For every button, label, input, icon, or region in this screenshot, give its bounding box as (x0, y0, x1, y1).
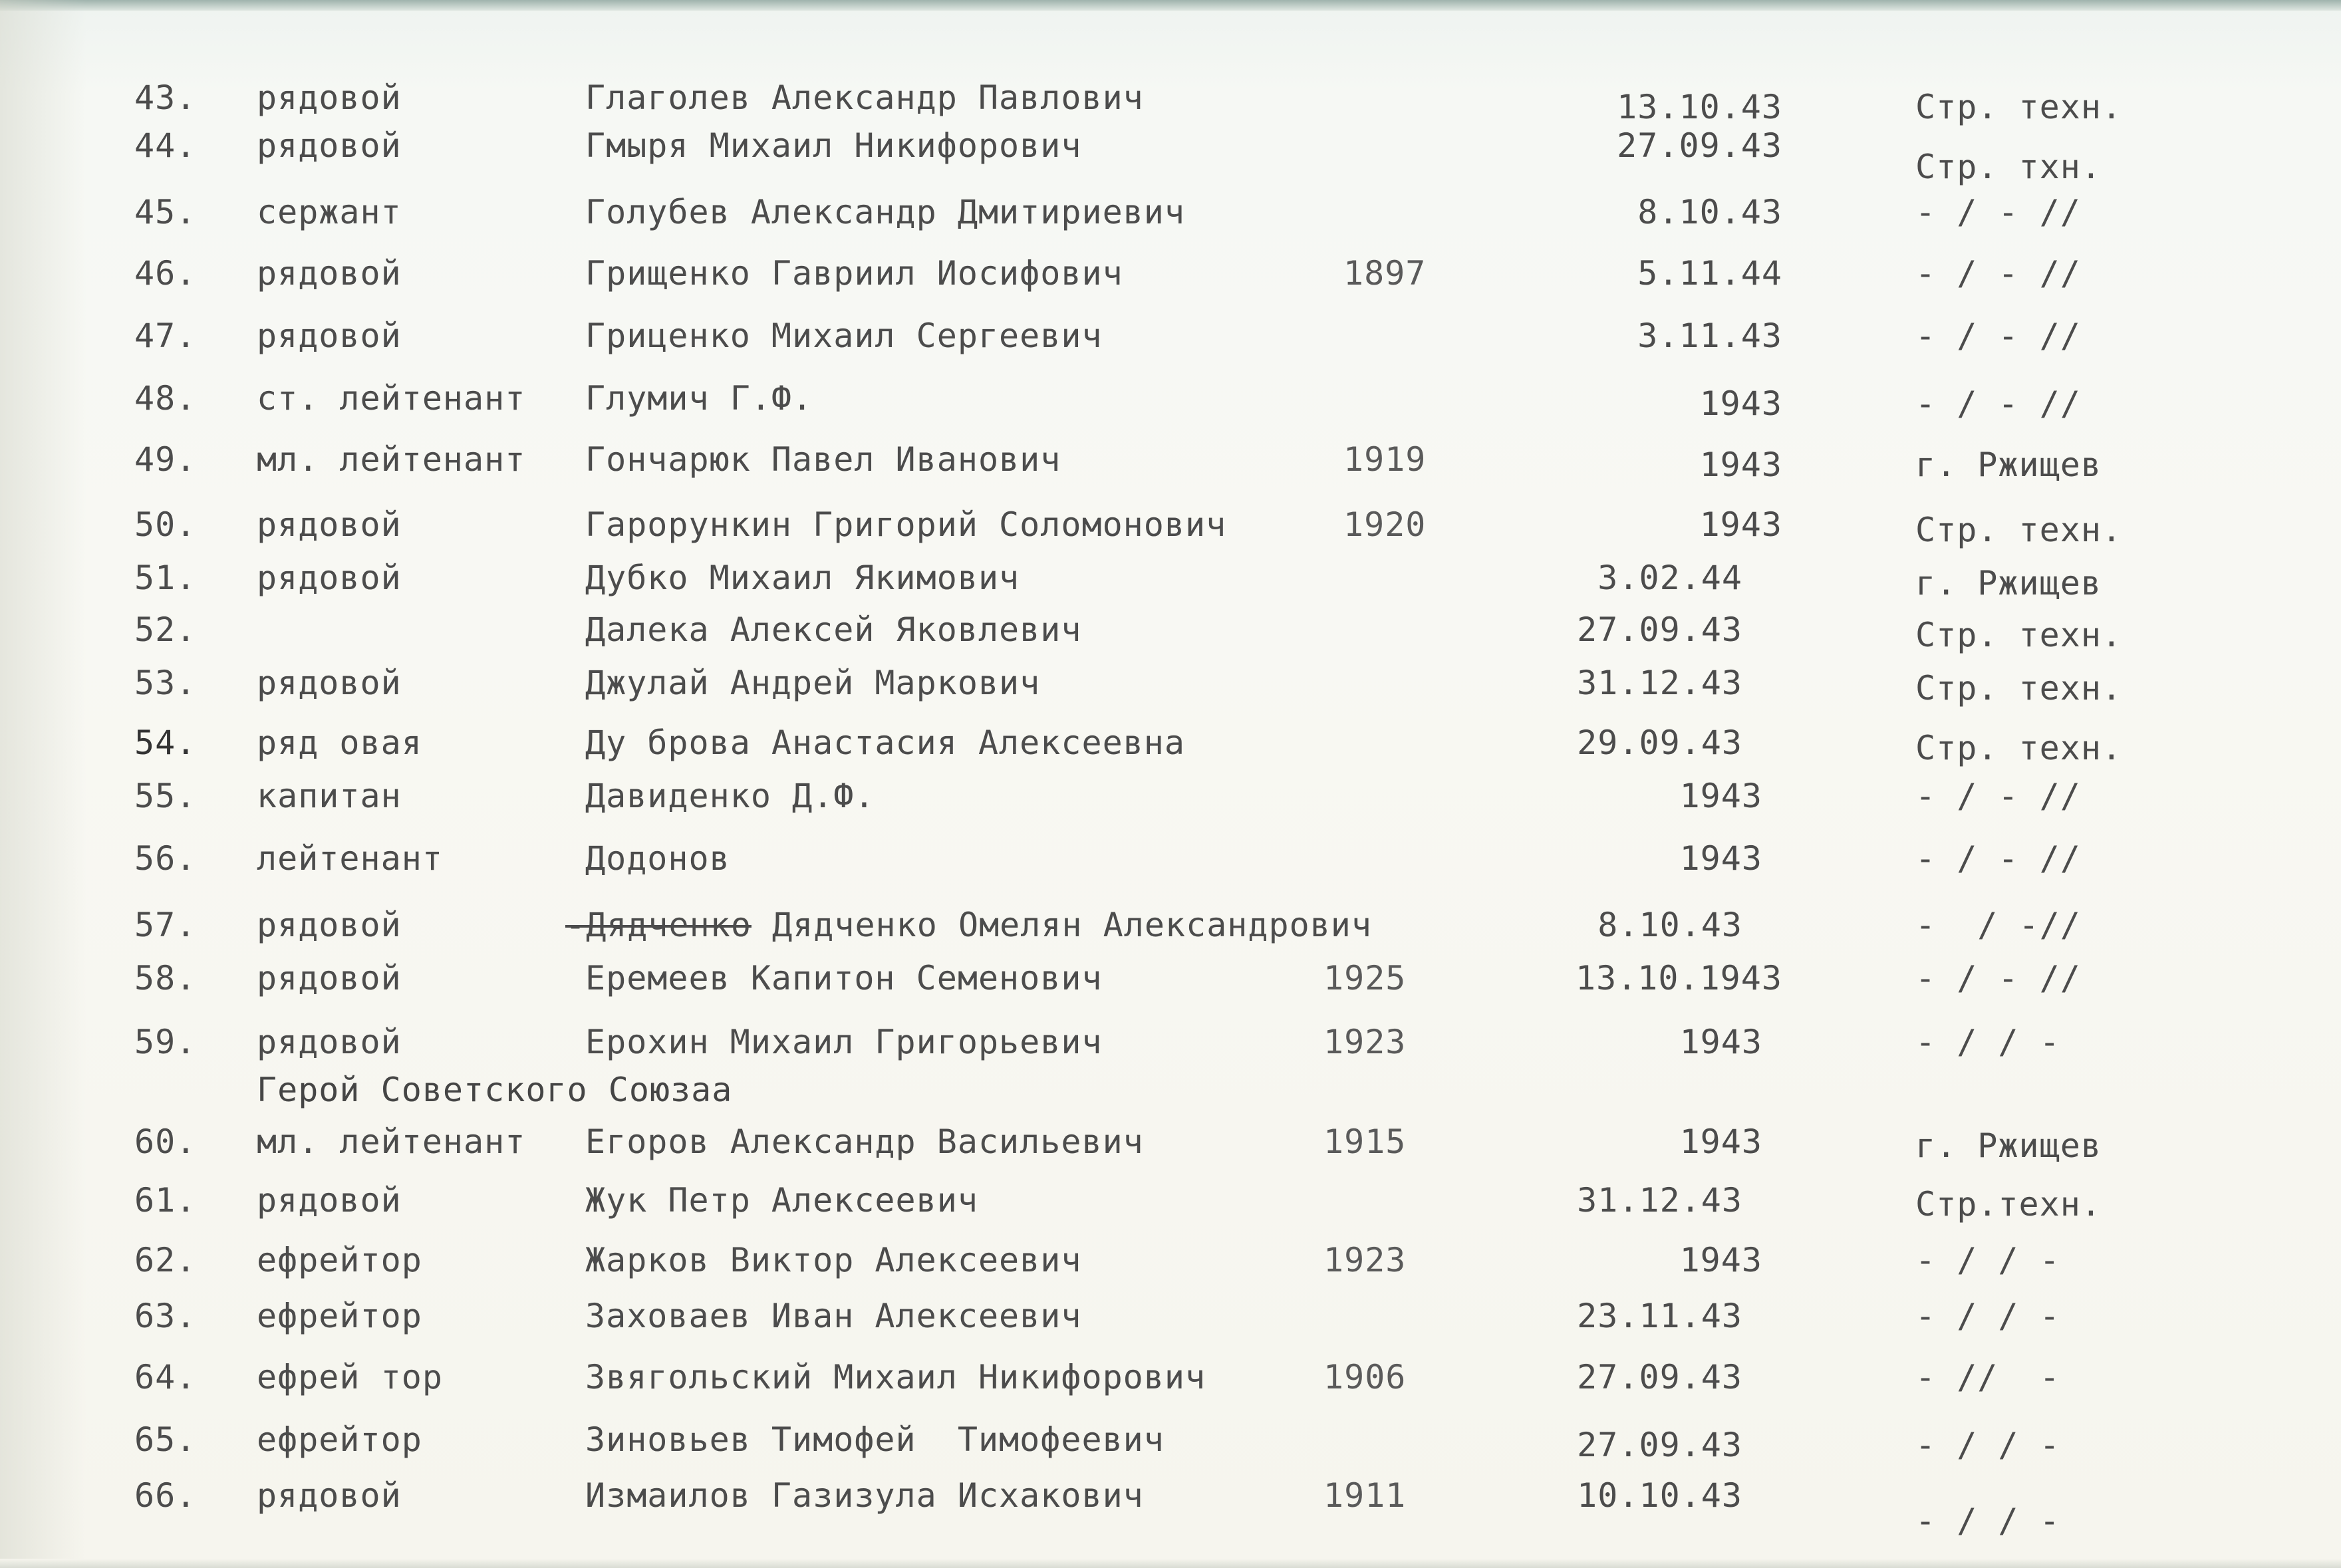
row-date: 1943 (1699, 446, 1782, 484)
row-number: 55. (134, 777, 197, 815)
list-row-45 (0, 189, 2341, 235)
row-number: 62. (134, 1241, 197, 1279)
list-row-54 (0, 719, 2341, 766)
row-year: 1906 (1323, 1358, 1407, 1396)
row-date: 1943 (1679, 1122, 1762, 1161)
row-rank: рядовой (257, 1023, 402, 1061)
list-row-57 (0, 902, 2341, 948)
row-date: 31.12.43 (1577, 1181, 1742, 1220)
row-number: 64. (134, 1358, 197, 1396)
row-rank: сержант (257, 193, 402, 231)
row-rank: рядовой (257, 1181, 402, 1220)
row-note: - / - // (1915, 193, 2081, 231)
row-date: 1943 (1679, 839, 1762, 878)
list-row-61 (0, 1177, 2341, 1224)
row-date: 1943 (1679, 1241, 1762, 1279)
row-year: 1923 (1323, 1023, 1407, 1061)
list-row-59 (0, 1019, 2341, 1065)
row-date: 27.09.43 (1577, 610, 1742, 649)
row-note: г. Ржищев (1915, 446, 2102, 484)
list-row-62 (0, 1237, 2341, 1283)
row-date: 8.10.43 (1597, 906, 1742, 944)
list-row-52 (0, 606, 2341, 653)
row-date: 27.09.43 (1577, 1426, 1742, 1464)
row-rank: рядовой (257, 126, 402, 165)
row-number: 65. (134, 1420, 197, 1459)
scan-bottom-edge (0, 1559, 2341, 1568)
row-note: - / / - (1915, 1297, 2060, 1335)
row-name: Глумич Г.Ф. (585, 379, 813, 418)
row-name: Голубев Александр Дмитириевич (585, 193, 1185, 231)
row-date: 27.09.43 (1577, 1358, 1742, 1396)
row-name: Давиденко Д.Ф. (585, 777, 875, 815)
row-number: 45. (134, 193, 197, 231)
row-note: - / - // (1915, 384, 2081, 423)
row-name: Гарорункин Григорий Соломонович (585, 505, 1227, 544)
row-number: 59. (134, 1023, 197, 1061)
row-date: 1943 (1679, 777, 1762, 815)
row-name: Гончарюк Павел Иванович (585, 440, 1061, 479)
row-name: Егоров Александр Васильевич (585, 1122, 1144, 1161)
row-rank: рядовой (257, 505, 402, 544)
row-note: - / - // (1915, 777, 2081, 815)
row-number: 47. (134, 317, 197, 355)
row-name: Глаголев Александр Павлович (585, 78, 1144, 117)
row-date: 13.10.43 (1617, 88, 1782, 126)
row-year: 1897 (1343, 254, 1427, 293)
list-row-64 (0, 1354, 2341, 1400)
row-name: Грищенко Гавриил Иосифович (585, 254, 1123, 293)
row-name: Далека Алексей Яковлевич (585, 610, 1082, 649)
row-rank: рядовой (257, 1476, 402, 1515)
list-row-55 (0, 773, 2341, 819)
row-date: 10.10.43 (1577, 1476, 1742, 1515)
row-date: 27.09.43 (1617, 126, 1782, 165)
row-year: 1919 (1343, 440, 1427, 479)
row-note: Стр. техн. (1915, 729, 2123, 767)
row-number: 52. (134, 610, 197, 649)
row-rank: ефрейтор (257, 1420, 422, 1459)
list-row-58 (0, 955, 2341, 1001)
row-date: 1943 (1699, 505, 1782, 544)
row-note: Стр. техн. (1915, 511, 2123, 549)
row-note: - / - // (1915, 959, 2081, 997)
row-rank: рядовой (257, 959, 402, 997)
row-rank: мл. лейтенант (257, 440, 526, 479)
list-row-49 (0, 436, 2341, 483)
row-number: 50. (134, 505, 197, 544)
row-note: Стр. техн. (1915, 88, 2123, 126)
list-row-50 (0, 501, 2341, 548)
row-note: Стр. техн. (1915, 669, 2123, 708)
row-name: Звягольский Михаил Никифорович (585, 1358, 1206, 1396)
struck-name: -Дядченко (565, 906, 752, 944)
row-rank: рядовой (257, 317, 402, 355)
row-number: 44. (134, 126, 197, 165)
row-note: - / / - (1915, 1241, 2060, 1279)
list-row-51 (0, 555, 2341, 601)
row-number: 54. (134, 723, 197, 762)
row-note: - / / - (1915, 1502, 2060, 1540)
row-note: г. Ржищев (1915, 1126, 2102, 1165)
row-name: Заховаев Иван Алексеевич (585, 1297, 1082, 1335)
row-note: Стр.техн. (1915, 1185, 2102, 1224)
row-date: 3.02.44 (1597, 559, 1742, 597)
row-number: 58. (134, 959, 197, 997)
row-number: 66. (134, 1476, 197, 1515)
list-row-60 (0, 1118, 2341, 1165)
row-number: 61. (134, 1181, 197, 1220)
row-year: 1923 (1323, 1241, 1407, 1279)
row-date: 8.10.43 (1637, 193, 1782, 231)
row-number: 49. (134, 440, 197, 479)
row-name: Ду брова Анастасия Алексеевна (585, 723, 1185, 762)
row-note: Стр. тхн. (1915, 148, 2102, 186)
row-name: Додонов (585, 839, 730, 878)
row-number: 56. (134, 839, 197, 878)
row-year: 1925 (1323, 959, 1407, 997)
row-name: Жук Петр Алексеевич (585, 1181, 978, 1220)
scan-top-edge (0, 0, 2341, 11)
row-year: 1915 (1323, 1122, 1407, 1161)
list-row-46 (0, 250, 2341, 297)
list-row-44 (0, 122, 2341, 186)
row-number: 43. (134, 78, 197, 117)
row-rank: ефрейтор (257, 1297, 422, 1335)
list-row-65 (0, 1416, 2341, 1463)
row-rank: рядовой (257, 664, 402, 702)
row-date: 1943 (1679, 1023, 1762, 1061)
row-name: Гмыря Михаил Никифорович (585, 126, 1082, 165)
row-name (565, 902, 1372, 948)
row-name: Еремеев Капитон Семенович (585, 959, 1103, 997)
row-year: 1920 (1343, 505, 1427, 544)
row-rank: мл. лейтенант (257, 1122, 526, 1161)
row-note: - / - // (1915, 317, 2081, 355)
row-rank: ст. лейтенант (257, 379, 526, 418)
row-number: 48. (134, 379, 197, 418)
row-note: г. Ржищев (1915, 564, 2102, 602)
row-note: Стр. техн. (1915, 616, 2123, 654)
list-row-63 (0, 1293, 2341, 1339)
row-rank: рядовой (257, 906, 402, 944)
row-number: 51. (134, 559, 197, 597)
row-name: Дубко Михаил Якимович (585, 559, 1020, 597)
row-name: Гриценко Михаил Сергеевич (585, 317, 1103, 355)
row-date: 31.12.43 (1577, 664, 1742, 702)
row-note: - / / - (1915, 1023, 2060, 1061)
row-rank: ефрей тор (257, 1358, 443, 1396)
row-rank: рядовой (257, 559, 402, 597)
list-row-43 (0, 74, 2341, 126)
row-rank: лейтенант (257, 839, 443, 878)
row-rank: рядовой (257, 78, 402, 117)
row-date: 1943 (1699, 384, 1782, 423)
row-name: Ерохин Михаил Григорьевич (585, 1023, 1103, 1061)
row-note: - // - (1915, 1358, 2060, 1396)
row-rank: капитан (257, 777, 402, 815)
row-number: 60. (134, 1122, 197, 1161)
list-row-48 (0, 375, 2341, 422)
row-number: 46. (134, 254, 197, 293)
list-row-47 (0, 313, 2341, 359)
row-date: 29.09.43 (1577, 723, 1742, 762)
row-note: - / - // (1915, 839, 2081, 878)
row-date: 5.11.44 (1637, 254, 1782, 293)
row-name: Измаилов Газизула Исхакович (585, 1476, 1144, 1515)
list-row-53 (0, 660, 2341, 706)
row-number: 63. (134, 1297, 197, 1335)
row-name: Зиновьев Тимофей Тимофеевич (585, 1420, 1165, 1459)
row-note: - / / - (1915, 1426, 2060, 1464)
row-number: 53. (134, 664, 197, 702)
row-date: 3.11.43 (1637, 317, 1782, 355)
row-name: Джулай Андрей Маркович (585, 664, 1041, 702)
row-year: 1911 (1323, 1476, 1407, 1515)
row-name: Жарков Виктор Алексеевич (585, 1241, 1082, 1279)
row-date: 13.10.1943 (1575, 959, 1782, 997)
row-rank: рядовой (257, 254, 402, 293)
row-date: 23.11.43 (1577, 1297, 1742, 1335)
corrected-name: Дядченко Омелян Александрович (751, 906, 1373, 944)
row-rank: ефрейтор (257, 1241, 422, 1279)
row-rank: ряд овая (257, 723, 422, 762)
row-note: - / -// (1915, 906, 2081, 944)
list-row-66 (0, 1472, 2341, 1540)
list-row-56 (0, 835, 2341, 882)
hero-note: Герой Советского Союзаа (257, 1071, 733, 1109)
row-number: 57. (134, 906, 197, 944)
row-note: - / - // (1915, 254, 2081, 293)
